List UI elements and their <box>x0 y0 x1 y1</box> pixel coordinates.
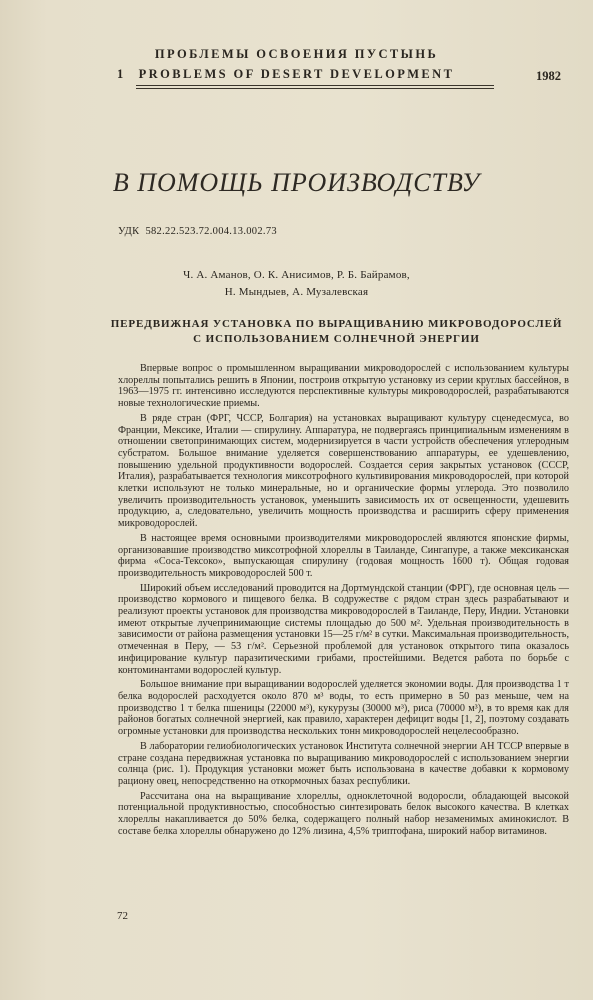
udc-code <box>118 226 277 237</box>
authors-line-1: Ч. А. Аманов, О. К. Анисимов, Р. Б. Байрамов, <box>183 269 410 281</box>
authors <box>0 267 593 301</box>
paragraph: В ряде стран (ФРГ, ЧССР, Болгария) на установках выращивают культуру сценедесмуса, во Франции, Мексике, Италии — спирулину. Аппаратура, не подвергаясь принципиальным изменениям в отношении светопринимающих систем, модернизируется в части устройств обеспечения углеродным субстратом. Большое внимание уделяется совершенствованию аппаратуры, ее удешевлению, повышению удельной продуктивности водорослей. Создается серия закрытых установок (СССР, Италия), разрабатывается технология миксотрофного культивирования микроводорослей, при которой клетки используют не только минеральные, но и органические формы углерода. Это позволило увеличить производительность установок, уменьшить зависимость их от освещенности, удешевить продукцию, а, следовательно, увеличить мощность производства и расширить сферу применения микроводорослей. <box>118 412 569 530</box>
paragraph: Впервые вопрос о промышленном выращивании микроводорослей с использованием культуры хлореллы попытались решить в Японии, построив открытую установку из серии круглых бассейнов, в 1963—1975 гг. интенсивно исследуются перспективные культуры микроводорослей, разрабатываются новые технологические приемы. <box>118 363 569 410</box>
page-number: 72 <box>117 910 128 922</box>
paragraph: Большое внимание при выращивании водорослей уделяется экономии воды. Для производства 1 т белка водорослей расходуется около 870 м³ воды, то есть примерно в 50 раз меньше, чем на производство 1 т белка пшеницы (22000 м³), кукурузы (30000 м³), риса (70000 м³), в то время как для районов богатых солнечной энергией, как правило, характерен дефицит воды [1, 2], поэтому создавать огромные установки для производства нескольких тонн микроводорослей нецелесообразно. <box>118 679 569 738</box>
journal-title-ru: ПРОБЛЕМЫ ОСВОЕНИЯ ПУСТЫНЬ <box>154 47 439 61</box>
paragraph: В лаборатории гелиобиологических установок Института солнечной энергии АН ТССР впервые в стране создана передвижная установка по выращиванию микроводорослей с использованием энергии солнца (рис. 1). Продукция установки может быть использована в качестве добавки к кормовому рациону овец, непосредственно на откормочных базах республики. <box>118 740 569 787</box>
issue-year: 1982 <box>536 69 561 83</box>
paragraph: Широкий объем исследований проводится на Дортмундской станции (ФРГ), где основная цель — производство кормового и пищевого белка. В содружестве с рядом стран здесь разрабатывают и реализуют проекты установок для производства микроводорослей в Таиланде, Перу, Индии. Установки имеют открытые лучепринимающие системы площадью до 500 м². Удельная производительность в зависимости от района размещения установки 15—25 г/м² в сутки. Максимальная производительность, отмеченная в Перу, — 53 г/м². Серьезной проблемой для установок открытого типа оказалось инфицирование культур паразитическими грибами, простейшими. Ведется работа по борьбе с контоминантами водорослей культур. <box>118 582 569 676</box>
article-body <box>118 363 569 840</box>
section-title: В ПОМОЩЬ ПРОИЗВОДСТВУ <box>112 168 481 197</box>
journal-title-en: PROBLEMS OF DESERT DEVELOPMENT <box>138 67 455 81</box>
header-rule-bottom <box>136 88 494 89</box>
article-title-line-2: С ИСПОЛЬЗОВАНИЕМ СОЛНЕЧНОЙ ЭНЕРГИИ <box>193 333 480 345</box>
header-rule-top <box>136 85 494 86</box>
article-title <box>100 317 573 347</box>
paragraph: Рассчитана она на выращивание хлореллы, одноклеточной водоросли, обладающей высокой потенциальной продуктивностью, способностью синтезировать белок высокого качества. В клетках хлореллы накапливается до 50% белка, содержащего полный набор незаменимых аминокислот. В составе белка хлореллы обнаружено до 12% лизина, 4,5% триптофана, широкий набор витаминов. <box>118 790 569 837</box>
udc-label: УДК <box>118 226 140 237</box>
authors-line-2: Н. Мындыев, А. Музалевская <box>224 286 369 298</box>
issue-number: 1 <box>117 67 124 81</box>
paragraph: В настоящее время основными производителями микроводорослей являются японские фирмы, организовавшие производство миксотрофной хлореллы в Таиланде, Сингапуре, а также мексиканская фирма «Соса-Тексоко», выпускающая спирулину (годовая мощность 1600 т). Общая годовая производительность микроводорослей 500 т. <box>118 532 569 579</box>
article-title-line-1: ПЕРЕДВИЖНАЯ УСТАНОВКА ПО ВЫРАЩИВАНИЮ МИКРОВОДОРОСЛЕЙ <box>110 318 563 330</box>
udc-number: 582.22.523.72.004.13.002.73 <box>145 226 277 237</box>
